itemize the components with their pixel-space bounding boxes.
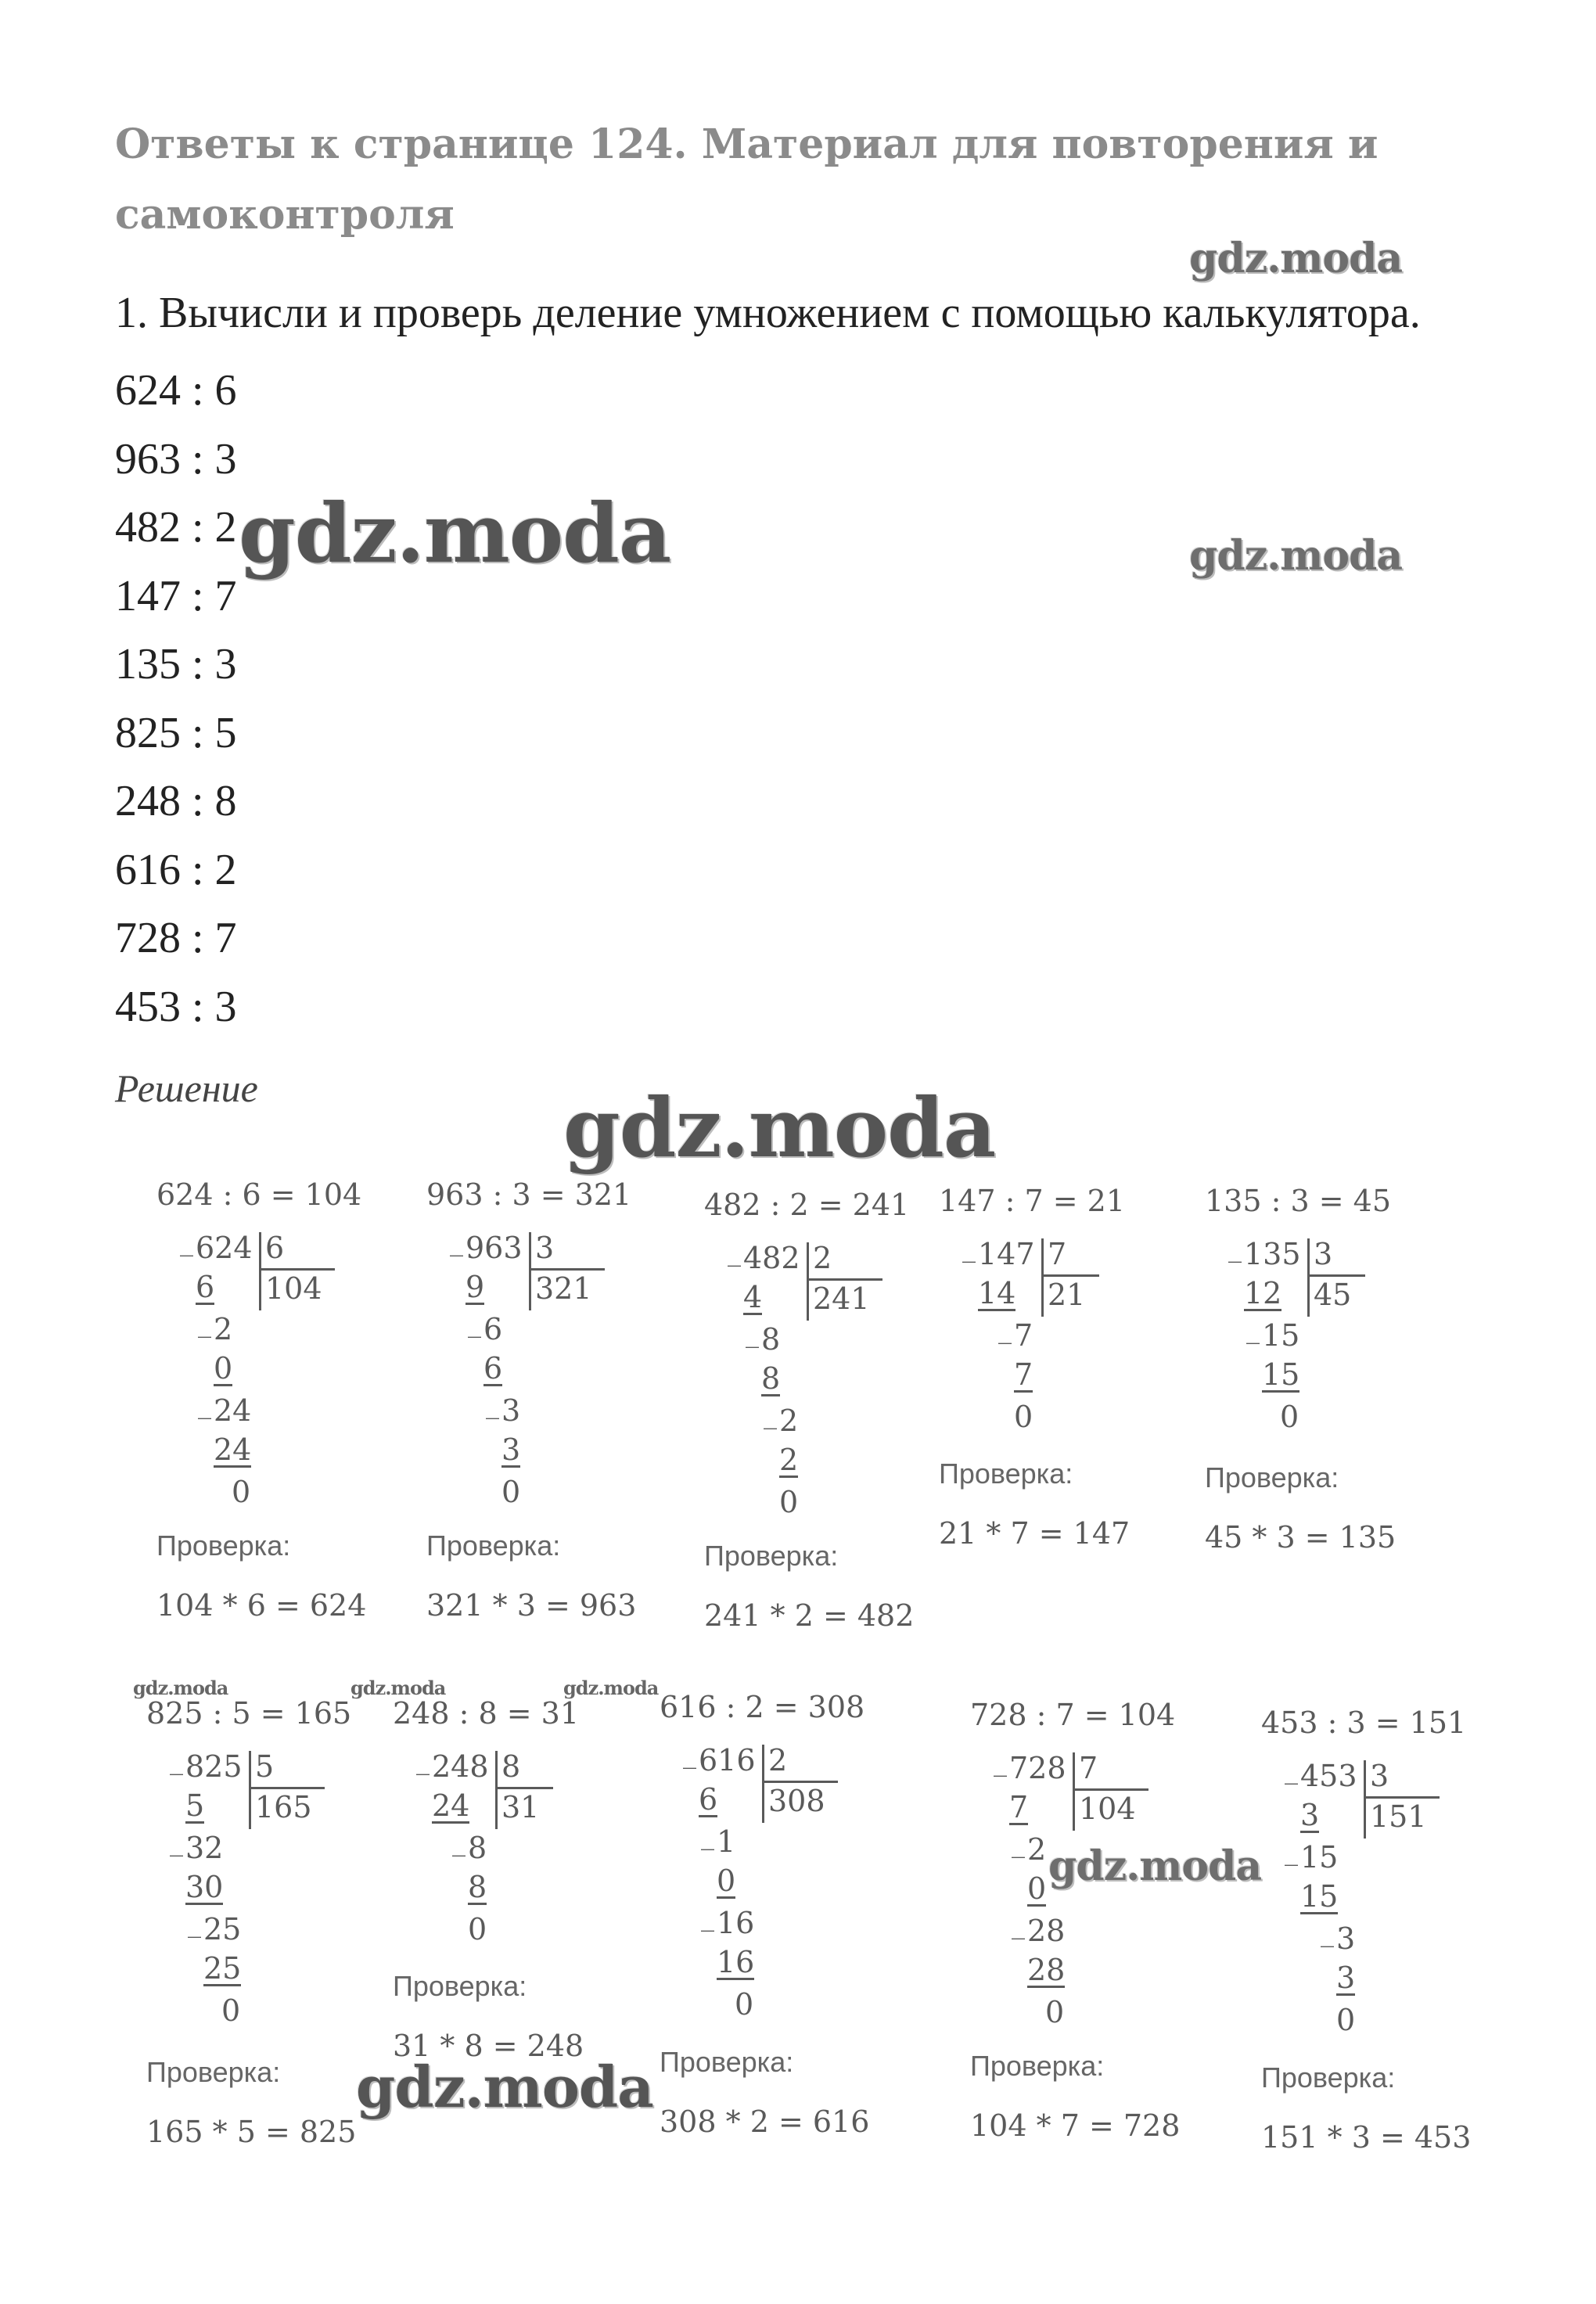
minus-sign: _ [468,1307,481,1339]
division-step: 147 [978,1237,1035,1271]
solution-cell [146,1696,381,2149]
long-division [728,1236,947,1519]
division-step: 3 [1336,1921,1356,1956]
division-bracket-horizontal [259,1268,335,1271]
division-step: 453 [1300,1759,1357,1793]
quotient: 104 [265,1271,322,1306]
division-step: 0 [1280,1400,1299,1434]
division-step: 25 [203,1951,242,1986]
solution-cell [426,1177,661,1623]
divisor: 2 [768,1743,788,1777]
division-step: 728 [1009,1751,1066,1785]
division-bracket-vertical [495,1751,498,1829]
minus-sign: _ [486,1389,499,1420]
minus-sign: _ [450,1226,463,1257]
division-bracket-vertical [1307,1238,1310,1317]
division-step: 6 [699,1782,718,1817]
divisor: 8 [501,1749,521,1784]
watermark: gdz.moda [133,1677,228,1699]
division-bracket-horizontal [762,1781,838,1783]
minus-sign: _ [994,1746,1007,1777]
minus-sign: _ [180,1226,193,1257]
check-label: Проверка: [939,1458,1073,1490]
divisor: 3 [1314,1237,1333,1271]
solution-cell [393,1696,627,2134]
division-step: 12 [1244,1276,1282,1310]
division-bracket-horizontal [807,1278,882,1281]
minus-sign: _ [198,1307,211,1339]
solution-cell [1205,1184,1440,1622]
quotient: 31 [501,1790,540,1824]
division-step: 3 [1336,1961,1356,1995]
quotient: 165 [255,1790,312,1824]
division-equation: 963 : 3 = 321 [426,1177,632,1212]
problem-item: 135 : 3 [115,640,237,688]
watermark: gdz.moda [563,1080,996,1176]
check-equation: 104 * 6 = 624 [156,1588,367,1623]
minus-sign: _ [746,1317,759,1349]
division-bracket-horizontal [249,1787,325,1789]
division-step: 8 [468,1831,487,1865]
division-equation: 482 : 2 = 241 [704,1188,910,1222]
minus-sign: _ [1285,1754,1298,1785]
solution-cell [156,1177,391,1623]
problem-item: 453 : 3 [115,982,237,1031]
minus-sign: _ [198,1389,211,1420]
long-division [450,1226,669,1509]
division-step: 3 [501,1432,521,1467]
division-step: 0 [1045,1995,1065,2029]
division-step: 3 [501,1393,521,1428]
division-step: 15 [1300,1879,1339,1914]
long-division [994,1746,1213,2029]
division-step: 482 [743,1241,800,1275]
long-division [180,1226,399,1509]
division-step: 8 [761,1322,781,1357]
division-bracket-vertical [807,1242,809,1321]
division-bracket-vertical [249,1751,251,1829]
divisor: 3 [535,1231,555,1265]
divisor: 6 [265,1231,285,1265]
quotient: 21 [1048,1278,1086,1312]
minus-sign: _ [998,1314,1012,1345]
minus-sign: _ [1012,1909,1025,1940]
check-label: Проверка: [1261,2061,1396,2094]
division-step: 0 [735,1987,754,2022]
division-equation: 624 : 6 = 104 [156,1177,362,1212]
division-step: 0 [501,1475,521,1509]
minus-sign: _ [188,1907,201,1939]
division-equation: 825 : 5 = 165 [146,1696,352,1731]
quotient: 241 [813,1281,870,1316]
division-step: 16 [717,1906,755,1940]
division-step: 624 [196,1231,253,1265]
check-equation: 241 * 2 = 482 [704,1598,915,1633]
minus-sign: _ [416,1745,430,1776]
long-division [170,1745,389,2028]
check-label: Проверка: [156,1529,291,1562]
division-bracket-horizontal [1364,1796,1440,1799]
division-step: 30 [185,1870,224,1904]
problem-item: 825 : 5 [115,708,237,757]
division-equation: 616 : 2 = 308 [660,1690,865,1724]
division-step: 9 [466,1270,485,1304]
problem-item: 147 : 7 [115,571,237,620]
minus-sign: _ [1012,1828,1025,1859]
division-step: 0 [232,1475,251,1509]
quotient: 321 [535,1271,592,1306]
division-step: 7 [1009,1790,1029,1824]
minus-sign: _ [962,1232,976,1263]
divisor: 7 [1048,1237,1067,1271]
division-step: 15 [1262,1318,1300,1353]
problem-item: 248 : 8 [115,777,237,825]
division-step: 0 [717,1864,736,1898]
divisor: 5 [255,1749,275,1784]
division-step: 0 [214,1351,233,1386]
division-bracket-horizontal [1041,1274,1099,1277]
division-equation: 453 : 3 = 151 [1261,1706,1467,1740]
division-step: 25 [203,1912,242,1946]
division-step: 0 [1027,1871,1047,1906]
division-step: 6 [483,1312,503,1346]
solution-cell [704,1188,939,1633]
check-equation: 31 * 8 = 248 [393,2029,584,2063]
division-bracket-vertical [1041,1238,1044,1317]
division-step: 5 [185,1788,205,1823]
division-step: 28 [1027,1914,1066,1948]
check-equation: 104 * 7 = 728 [970,2108,1181,2143]
division-bracket-horizontal [1073,1788,1148,1791]
solution-cell [660,1690,894,2139]
division-step: 8 [761,1361,781,1396]
division-step: 0 [779,1485,799,1519]
division-step: 7 [1014,1318,1033,1353]
minus-sign: _ [701,1901,714,1932]
check-label: Проверка: [1205,1461,1339,1493]
minus-sign: _ [1228,1232,1242,1263]
division-step: 2 [779,1443,799,1477]
watermark: gdz.moda [356,2054,653,2120]
division-step: 2 [1027,1832,1047,1867]
division-step: 825 [185,1749,243,1784]
division-step: 2 [779,1404,799,1438]
division-step: 6 [483,1351,503,1386]
divisor: 3 [1370,1759,1389,1793]
division-step: 135 [1244,1237,1301,1271]
division-bracket-vertical [529,1232,531,1310]
check-label: Проверка: [146,2056,281,2088]
problem-item: 482 : 2 [115,503,237,552]
problem-item: 624 : 6 [115,366,237,415]
long-division [1285,1754,1504,2037]
division-step: 4 [743,1280,763,1314]
division-equation: 147 : 7 = 21 [939,1184,1126,1218]
divisor: 7 [1079,1751,1098,1785]
watermark: gdz.moda [1189,235,1403,282]
division-bracket-vertical [1364,1760,1366,1839]
watermark: gdz.moda [1048,1842,1262,1890]
minus-sign: _ [1246,1314,1260,1345]
division-step: 0 [1014,1400,1033,1434]
minus-sign: _ [452,1826,466,1857]
division-step: 963 [466,1231,523,1265]
check-label: Проверка: [393,1970,527,2002]
division-bracket-vertical [1073,1752,1075,1831]
problem-item: 728 : 7 [115,914,237,962]
division-step: 2 [214,1312,233,1346]
division-equation: 728 : 7 = 104 [970,1698,1176,1732]
watermark: gdz.moda [563,1677,659,1699]
division-step: 24 [214,1432,252,1467]
division-equation: 135 : 3 = 45 [1205,1184,1392,1218]
long-division [683,1738,902,2022]
quotient: 151 [1370,1799,1427,1834]
check-label: Проверка: [704,1540,839,1572]
solution-cell [1261,1706,1496,2155]
division-bracket-horizontal [529,1268,605,1271]
check-equation: 165 * 5 = 825 [146,2115,357,2149]
division-step: 0 [221,1993,241,2028]
minus-sign: _ [764,1399,777,1430]
division-step: 24 [432,1788,470,1823]
division-step: 616 [699,1743,756,1777]
check-label: Проверка: [660,2046,794,2078]
check-equation: 151 * 3 = 453 [1261,2120,1472,2155]
division-step: 16 [717,1945,755,1979]
check-label: Проверка: [970,2050,1105,2082]
problem-list [115,357,237,1041]
division-bracket-vertical [762,1745,764,1823]
division-equation: 248 : 8 = 31 [393,1696,580,1731]
division-step: 0 [1336,2003,1356,2037]
minus-sign: _ [1285,1835,1298,1867]
division-step: 32 [185,1831,224,1865]
check-equation: 321 * 3 = 963 [426,1588,637,1623]
minus-sign: _ [728,1236,741,1267]
division-step: 6 [196,1270,215,1304]
problem-item: 963 : 3 [115,434,237,483]
minus-sign: _ [170,1745,183,1776]
check-equation: 21 * 7 = 147 [939,1516,1130,1551]
page-heading: Ответы к странице 124. Материал для повторения и самоконтроля [115,120,1379,239]
division-step: 24 [214,1393,252,1428]
division-step: 1 [717,1824,736,1859]
watermark: gdz.moda [239,485,671,581]
division-bracket-horizontal [1307,1274,1365,1277]
division-step: 7 [1014,1357,1033,1392]
watermark: gdz.moda [1189,532,1403,580]
division-step: 248 [432,1749,489,1784]
minus-sign: _ [683,1738,696,1770]
division-bracket-horizontal [495,1787,553,1789]
quotient: 104 [1079,1792,1136,1826]
check-equation: 308 * 2 = 616 [660,2105,870,2139]
divisor: 2 [813,1241,832,1275]
minus-sign: _ [701,1820,714,1851]
division-bracket-vertical [259,1232,261,1310]
minus-sign: _ [1321,1917,1334,1948]
division-step: 8 [468,1870,487,1904]
solution-cell [939,1184,1174,1622]
minus-sign: _ [170,1826,183,1857]
quotient: 45 [1314,1278,1352,1312]
quotient: 308 [768,1784,825,1818]
watermark: gdz.moda [350,1677,446,1699]
task-statement: 1. Вычисли и проверь деление умножением с помощью калькулятора. [115,289,1421,337]
check-equation: 45 * 3 = 135 [1205,1520,1396,1555]
division-step: 0 [468,1912,487,1946]
problem-item: 616 : 2 [115,845,237,894]
division-step: 3 [1300,1798,1320,1832]
solution-cell [970,1698,1205,2143]
division-step: 15 [1300,1840,1339,1874]
division-step: 14 [978,1276,1016,1310]
check-label: Проверка: [426,1529,561,1562]
division-step: 15 [1262,1357,1300,1392]
solution-label: Решение [115,1066,258,1110]
division-step: 28 [1027,1953,1066,1987]
